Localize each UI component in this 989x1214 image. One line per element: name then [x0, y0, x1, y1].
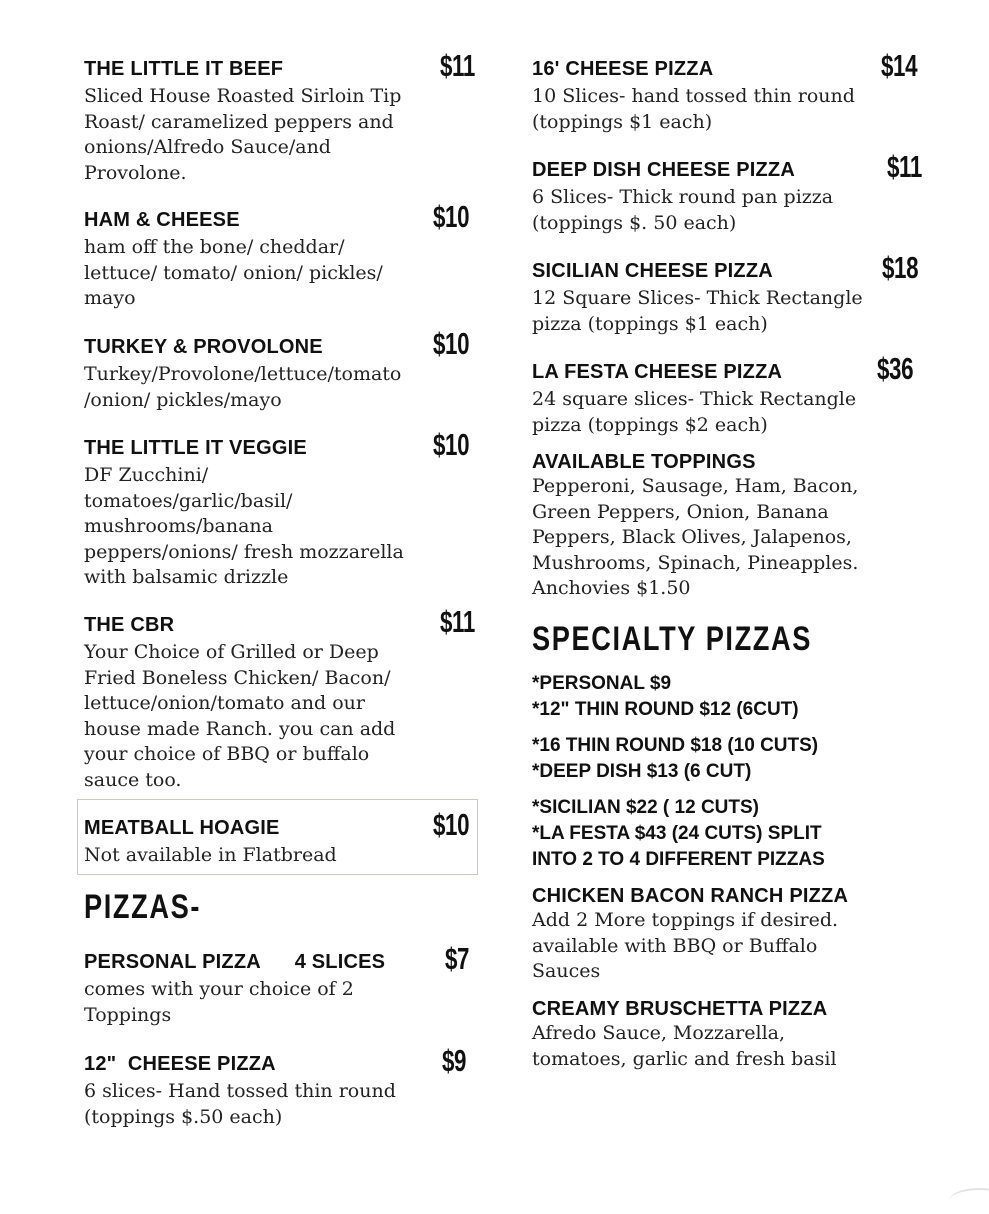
item-name: PERSONAL PIZZA 4 SLICES	[84, 951, 386, 973]
item-name: CREAMY BRUSCHETTA PIZZA	[532, 998, 828, 1020]
item-description: 6 slices- Hand tossed thin round (toppings $.50 each)	[84, 1080, 396, 1128]
item-description: 24 square slices- Thick Rectangle pizza (toppings $2 each)	[532, 388, 857, 436]
specialty-line: *LA FESTA $43 (24 CUTS) SPLIT	[532, 823, 822, 844]
item-name: THE CBR	[84, 614, 175, 636]
item-name: SICILIAN CHEESE PIZZA	[532, 260, 773, 282]
menu-item-chicken-bacon-ranch-pizza	[532, 884, 848, 985]
item-description: 12 Square Slices- Thick Rectangle pizza (toppings $1 each)	[532, 287, 863, 335]
pizzas-heading: PIZZAS-	[84, 888, 201, 926]
item-name: LA FESTA CHEESE PIZZA	[532, 361, 783, 383]
menu-item-personal-pizza	[84, 950, 385, 1028]
item-description: Not available in Flatbread	[84, 844, 337, 866]
item-price: $10	[433, 199, 470, 234]
item-name: 12" CHEESE PIZZA	[84, 1053, 276, 1075]
item-description: Your Choice of Grilled or Deep Fried Boneless Chicken/ Bacon/ lettuce/onion/tomato and our house made Ranch. you can add your choice of BBQ or buffalo sauce too.	[84, 641, 396, 791]
menu-item-12-cheese-pizza	[84, 1052, 396, 1130]
item-name: 16' CHEESE PIZZA	[532, 58, 714, 80]
item-description: Add 2 More toppings if desired. available with BBQ or Buffalo Sauces	[532, 909, 839, 982]
menu-item-cbr	[84, 613, 395, 793]
toppings-title: AVAILABLE TOPPINGS	[532, 451, 756, 473]
item-description: ham off the bone/ cheddar/ lettuce/ tomato/ onion/ pickles/ mayo	[84, 236, 383, 309]
item-name: TURKEY & PROVOLONE	[84, 336, 323, 358]
item-price: $11	[887, 149, 922, 184]
item-description: 6 Slices- Thick round pan pizza (toppings $. 50 each)	[532, 186, 834, 234]
item-name: DEEP DISH CHEESE PIZZA	[532, 159, 795, 181]
menu-item-ham-cheese	[84, 208, 383, 312]
menu-item-little-it-beef	[84, 57, 401, 186]
menu-item-meatball-hoagie	[84, 816, 337, 869]
menu-item-deep-dish-cheese-pizza	[532, 158, 833, 236]
item-name: CHICKEN BACON RANCH PIZZA	[532, 885, 849, 907]
menu-item-turkey-provolone	[84, 335, 401, 413]
item-name: THE LITTLE IT VEGGIE	[84, 437, 307, 459]
item-name: THE LITTLE IT BEEF	[84, 58, 284, 80]
specialty-line: *SICILIAN $22 ( 12 CUTS)	[532, 797, 759, 818]
page-corner-decoration	[949, 1188, 989, 1214]
item-price: $10	[433, 427, 470, 462]
specialty-line: *12" THIN ROUND $12 (6CUT)	[532, 699, 799, 720]
item-price: $11	[440, 48, 475, 83]
item-price: $14	[881, 48, 918, 83]
item-name: MEATBALL HOAGIE	[84, 817, 280, 839]
menu-item-la-festa-cheese-pizza	[532, 360, 856, 438]
specialty-line: *PERSONAL $9	[532, 673, 672, 694]
item-price: $18	[882, 250, 919, 285]
item-description: 10 Slices- hand tossed thin round (toppings $1 each)	[532, 85, 855, 133]
specialty-line: INTO 2 TO 4 DIFFERENT PIZZAS	[532, 849, 825, 870]
specialty-pizzas-heading: SPECIALTY PIZZAS	[532, 620, 813, 658]
item-price: $10	[433, 807, 470, 842]
item-price: $11	[440, 604, 475, 639]
item-price: $10	[433, 326, 470, 361]
item-description: DF Zucchini/ tomatoes/garlic/basil/ mushrooms/banana peppers/onions/ fresh mozzarella with balsamic drizzle	[84, 464, 404, 588]
available-toppings	[532, 450, 858, 602]
toppings-list: Pepperoni, Sausage, Ham, Bacon, Green Peppers, Onion, Banana Peppers, Black Olives, Jalapenos, Mushrooms, Spinach, Pineapples. Anchovies $1.50	[532, 475, 859, 599]
item-price: $36	[877, 351, 914, 386]
item-description: Turkey/Provolone/lettuce/tomato /onion/ pickles/mayo	[84, 363, 402, 411]
item-description: Afredo Sauce, Mozzarella, tomatoes, garlic and fresh basil	[532, 1022, 837, 1070]
menu-item-16-cheese-pizza	[532, 57, 855, 135]
menu-item-sicilian-cheese-pizza	[532, 259, 863, 337]
menu-item-little-it-veggie	[84, 436, 404, 591]
specialty-line: *DEEP DISH $13 (6 CUT)	[532, 761, 752, 782]
item-description: Sliced House Roasted Sirloin Tip Roast/ caramelized peppers and onions/Alfredo Sauce/and Provolone.	[84, 85, 402, 184]
item-description: comes with your choice of 2 Toppings	[84, 978, 354, 1026]
menu-item-creamy-bruschetta-pizza	[532, 997, 837, 1072]
item-price: $9	[442, 1043, 467, 1078]
specialty-line: *16 THIN ROUND $18 (10 CUTS)	[532, 735, 819, 756]
item-price: $7	[445, 941, 470, 976]
item-name: HAM & CHEESE	[84, 209, 240, 231]
